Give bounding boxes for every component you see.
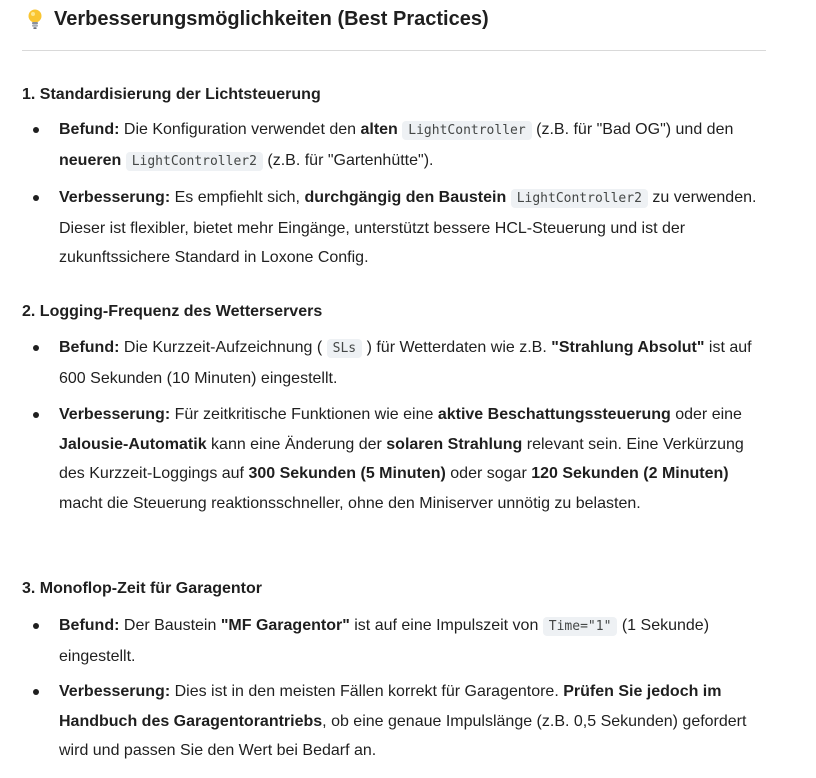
section-title: 3. Monoflop-Zeit für Garagentor xyxy=(22,580,262,597)
inline-code: SLs xyxy=(327,339,362,358)
text: ist auf eine Impulszeit von xyxy=(349,617,543,634)
list-item xyxy=(59,115,771,176)
bullet-icon xyxy=(33,345,39,351)
page-title-text: Verbesserungsmöglichkeiten (Best Practices) xyxy=(54,7,489,30)
inline-code: LightController2 xyxy=(511,189,648,208)
text: Die Kurzzeit-Aufzeichnung ( xyxy=(119,339,327,356)
bold-text: durchgängig den Baustein xyxy=(304,189,507,206)
text: Die Konfiguration verwendet den xyxy=(119,121,361,138)
list-item xyxy=(59,611,771,671)
text: ) für Wetterdaten wie z.B. xyxy=(362,339,552,356)
bold-text: "MF Garagentor" xyxy=(220,617,350,634)
bold-text: 300 Sekunden (5 Minuten) xyxy=(248,465,446,482)
bold-text: aktive Beschattungssteuerung xyxy=(437,406,671,423)
item-label: Verbesserung: xyxy=(59,189,171,206)
bullet-icon xyxy=(33,412,39,418)
bullet-icon xyxy=(33,127,39,133)
item-label: Befund: xyxy=(59,121,120,138)
text: Für zeitkritische Funktionen wie eine xyxy=(170,406,438,423)
bold-text: 120 Sekunden (2 Minuten) xyxy=(531,465,729,482)
bold-text: solaren Strahlung xyxy=(386,435,523,453)
item-label: Befund: xyxy=(59,339,120,356)
text: oder sogar xyxy=(445,465,532,482)
text: , ob eine genaue Impulslänge (z.B. 0,5 Sekunden) gefordert wird und passen Sie den Wert bei Bedarf an. xyxy=(59,712,747,759)
item-label: Verbesserung: xyxy=(59,683,171,700)
text: oder eine xyxy=(670,406,742,423)
text: (1 Sekunde) eingestellt. xyxy=(59,617,710,665)
inline-code: Time="1" xyxy=(543,617,618,636)
bullet-icon xyxy=(33,195,39,201)
bold-text: alten xyxy=(360,121,398,138)
text: Der Baustein xyxy=(119,617,221,634)
lightbulb-icon xyxy=(24,8,46,30)
inline-code: LightController xyxy=(402,121,531,140)
section-title: 1. Standardisierung der Lichtsteuerung xyxy=(22,86,321,103)
text: zu verwenden. Dieser ist flexibler, bietet mehr Eingänge, unterstützt bessere HCL-Steuerung und ist der zukunftssichere Standard in Loxone Config. xyxy=(59,189,757,266)
text: Dies ist in den meisten Fällen korrekt für Garagentore. xyxy=(170,683,564,700)
list-item xyxy=(59,677,771,766)
item-label: Befund: xyxy=(59,617,120,634)
text: (z.B. für "Gartenhütte"). xyxy=(262,151,434,169)
item-label: Verbesserung: xyxy=(59,406,171,423)
bold-text: neueren xyxy=(59,151,122,169)
divider xyxy=(22,50,766,51)
text: Es empfiehlt sich, xyxy=(170,189,305,206)
text: macht die Steuerung reaktionsschneller, ohne den Miniserver unnötig zu belasten. xyxy=(59,494,641,512)
list-item xyxy=(59,333,771,393)
text: ist auf 600 Sekunden (10 Minuten) eingestellt. xyxy=(59,339,752,387)
text: relevant sein. Eine Verkürzung des Kurzzeit-Loggings auf xyxy=(59,435,744,482)
bold-text: Prüfen Sie jedoch im Handbuch des Garagentorantriebs xyxy=(59,683,722,730)
text: (z.B. für "Bad OG") und den xyxy=(531,121,734,138)
bullet-icon xyxy=(33,623,39,629)
bullet-icon xyxy=(33,689,39,695)
list-item xyxy=(59,400,771,518)
list-item xyxy=(59,183,771,273)
inline-code: LightController2 xyxy=(126,152,263,171)
text: kann eine Änderung der xyxy=(206,435,387,453)
bold-text: Jalousie-Automatik xyxy=(59,435,207,453)
bold-text: "Strahlung Absolut" xyxy=(551,339,705,356)
page-title xyxy=(24,4,489,34)
section-title: 2. Logging-Frequenz des Wetterservers xyxy=(22,303,323,320)
